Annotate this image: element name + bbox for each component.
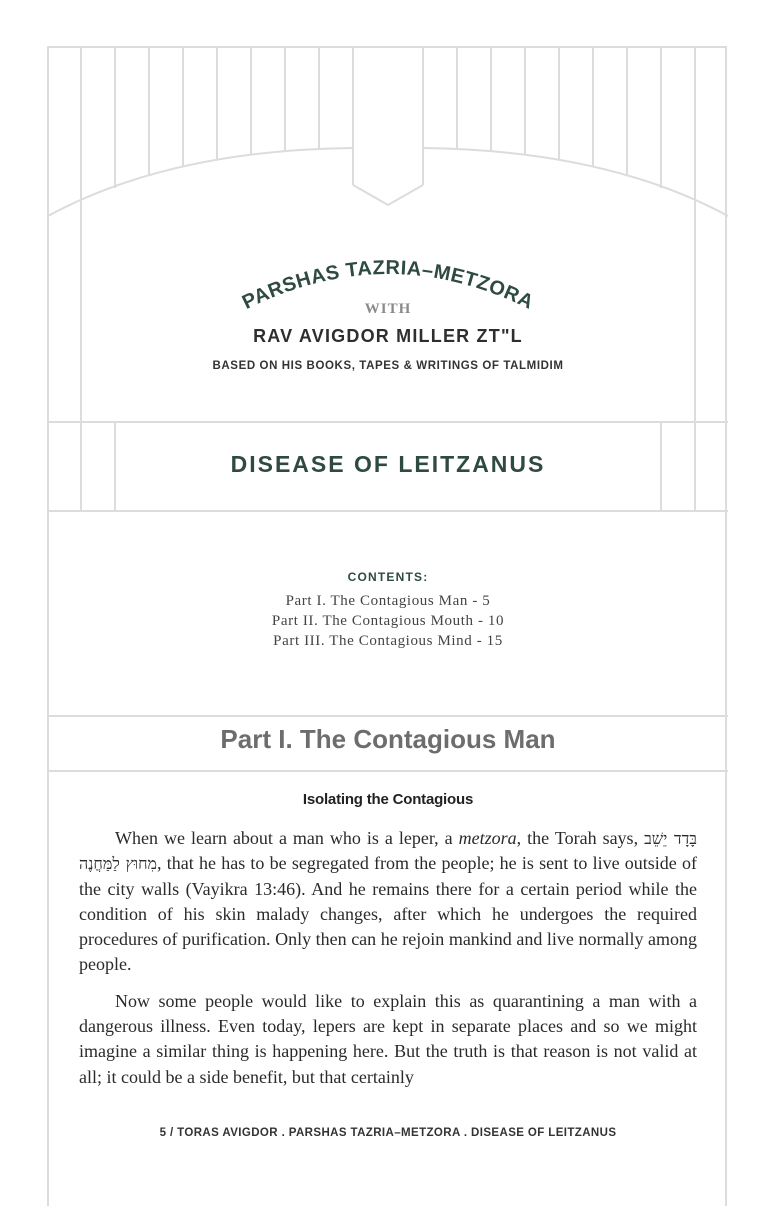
paragraph-2: Now some people would like to explain this as quarantining a man with a dangerous illness. Even today, lepers are kept in separate places and so we might imagine a similar thing is happening here. But the truth is that reason is not valid at all; it could be a side benefit, but that certainly	[79, 990, 697, 1087]
paragraph-1: When we learn about a man who is a leper, a metzora, the Torah says, בָּדָד יֵשֵׁב מִחוּץ לַמַּחֲנֶה, that he has to be segregated from the people; he is sent to live outside of the city walls (Vayikra 13:46). And he remains there for a certain period while the condition of his skin malady changes, after which he undergoes the required procedures of purification. Only then can he rejoin mankind and live normally among people.	[79, 828, 698, 975]
contents-label: CONTENTS:	[347, 570, 429, 584]
author-name: RAV AVIGDOR MILLER ZT"L	[253, 326, 523, 346]
parsha-title: PARSHAS TAZRIA–METZORA	[238, 256, 538, 314]
toc-item-part-3[interactable]: Part III. The Contagious Mind - 15	[273, 633, 503, 649]
table-of-contents	[0, 591, 776, 651]
section-subheading: Isolating the Contagious	[302, 791, 474, 808]
topic-title: DISEASE OF LEITZANUS	[230, 451, 546, 477]
page-footer: 5 / TORAS AVIGDOR . PARSHAS TAZRIA–METZORA . DISEASE OF LEITZANUS	[159, 1127, 617, 1139]
part-heading: Part I. The Contagious Man	[220, 724, 556, 754]
toc-item-part-1[interactable]: Part I. The Contagious Man - 5	[285, 593, 491, 609]
with-label: WITH	[364, 301, 412, 317]
body-text	[79, 826, 697, 1101]
hebrew-quote: בָּדָד יֵשֵׁב מִחוּץ לַמַּחֲנֶה	[79, 829, 698, 874]
source-note: BASED ON HIS BOOKS, TAPES & WRITINGS OF TALMIDIM	[212, 360, 564, 372]
italic-term: metzora	[458, 828, 517, 848]
toc-item-part-2[interactable]: Part II. The Contagious Mouth - 10	[271, 613, 505, 629]
